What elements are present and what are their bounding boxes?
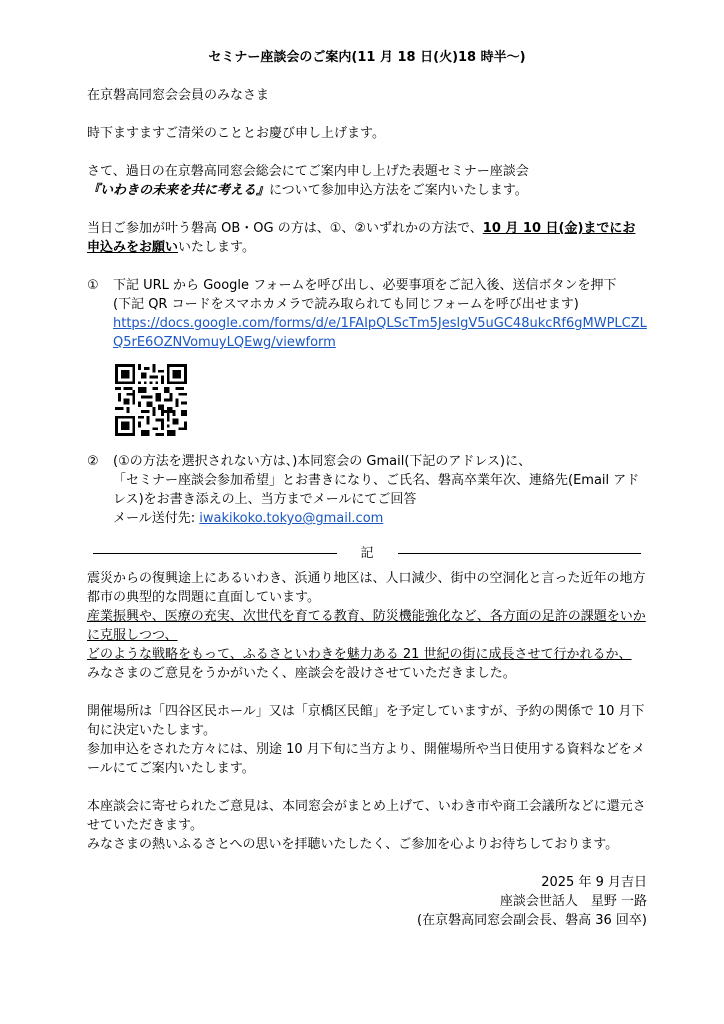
method-2-line2: 「セミナー座談会参加希望」とお書きになり、ご氏名、磐高卒業年次、連絡先(Email アドレス)をお書き添えの上、当方までメールにてご回答 bbox=[113, 473, 640, 507]
page-title: セミナー座談会のご案内(11 月 18 日(火)18 時半～) bbox=[208, 50, 526, 65]
intro-line2: について参加申込方法をご案内いたします。 bbox=[269, 183, 528, 198]
seminar-theme: 『いわきの未来を共に考える』 bbox=[87, 183, 270, 198]
divider-line-right bbox=[398, 553, 642, 554]
method-2 bbox=[87, 452, 647, 528]
signature-date: 2025 年 9 月吉日 bbox=[541, 875, 647, 890]
season-greeting: 時下ますますご清栄のこととお慶び申し上げます。 bbox=[87, 126, 385, 141]
deadline-text: 10 月 10 日(金)までにお申込みをお願い bbox=[87, 221, 636, 255]
body2-b: 参加申込をされた方々には、別途 10 月下旬に当方より、開催場所や当日使用する資料などをメールにてご案内いたします。 bbox=[87, 742, 645, 776]
body-paragraph-1 bbox=[87, 569, 647, 683]
body1-c: どのような戦略をもって、ふるさといわきを魅力ある 21 世紀の街に成長させて行かれるか、 bbox=[87, 647, 632, 662]
intro-line1: さて、過日の在京磐高同窓会総会にてご案内申し上げた表題セミナー座談会 bbox=[87, 164, 529, 179]
google-form-link[interactable]: https://docs.google.com/forms/d/e/1FAIpQLScTm5JeslgV5uGC48ukcRf6gMWPLCZLQ5rE6OZNVomuyLQEwg/viewform bbox=[113, 316, 647, 350]
request-tail: いたします。 bbox=[178, 240, 255, 255]
body3-b: みなさまの熱いふるさとへの思いを拝聴いたしたく、ご参加を心よりお待ちしております。 bbox=[87, 837, 619, 852]
signature-role: 座談会世話人 星野 一路 bbox=[499, 894, 647, 909]
mail-destination bbox=[113, 509, 647, 528]
body3-a: 本座談会に寄せられたご意見は、本同窓会がまとめ上げて、いわき市や商工会議所などに還元させていただきます。 bbox=[87, 799, 646, 833]
intro-paragraph bbox=[87, 162, 647, 200]
method-2-number: ② bbox=[87, 454, 99, 469]
body2-a: 開催場所は「四谷区民ホール」又は「京橋区民館」を予定していますが、予約の関係で 10 月下旬に決定いたします。 bbox=[87, 704, 645, 738]
divider-label: 記 bbox=[360, 546, 374, 561]
method-1 bbox=[87, 276, 647, 352]
body1-d: みなさまのご意見をうかがいたく、座談会を設けさせていただきました。 bbox=[87, 666, 516, 681]
qr-code-icon[interactable] bbox=[115, 364, 187, 436]
mail-label: メール送付先: bbox=[113, 511, 200, 526]
section-divider bbox=[87, 544, 647, 563]
document-page bbox=[87, 48, 647, 930]
request-lead: 当日ご参加が叶う磐高 OB・OG の方は、①、②いずれかの方法で、 bbox=[87, 221, 483, 236]
body1-a: 震災からの復興途上にあるいわき、浜通り地区は、人口減少、街中の空洞化と言った近年の地方都市の典型的な問題に直面しています。 bbox=[87, 571, 646, 605]
method-1-line1: 下記 URL から Google フォームを呼び出し、必要事項をご記入後、送信ボタンを押下 bbox=[113, 278, 617, 293]
request-paragraph bbox=[87, 219, 647, 257]
signature-block bbox=[87, 873, 647, 930]
body1-b: 産業振興や、医療の充実、次世代を育てる教育、防災機能強化など、各方面の足許の課題をいかに克服しつつ、 bbox=[87, 609, 646, 643]
method-2-line1: (①の方法を選択されない方は、)本同窓会の Gmail(下記のアドレス)に、 bbox=[113, 454, 532, 469]
signature-note: (在京磐高同窓会副会長、磐高 36 回卒) bbox=[417, 913, 647, 928]
greeting: 在京磐高同窓会会員のみなさま bbox=[87, 88, 270, 103]
method-1-number: ① bbox=[87, 278, 99, 293]
email-link[interactable]: iwakikoko.tokyo@gmail.com bbox=[199, 511, 384, 526]
body-paragraph-2 bbox=[87, 702, 647, 778]
divider-line-left bbox=[93, 553, 337, 554]
method-1-line2: (下記 QR コードをスマホカメラで読み取られても同じフォームを呼び出せます) bbox=[113, 297, 579, 312]
body-paragraph-3 bbox=[87, 797, 647, 854]
